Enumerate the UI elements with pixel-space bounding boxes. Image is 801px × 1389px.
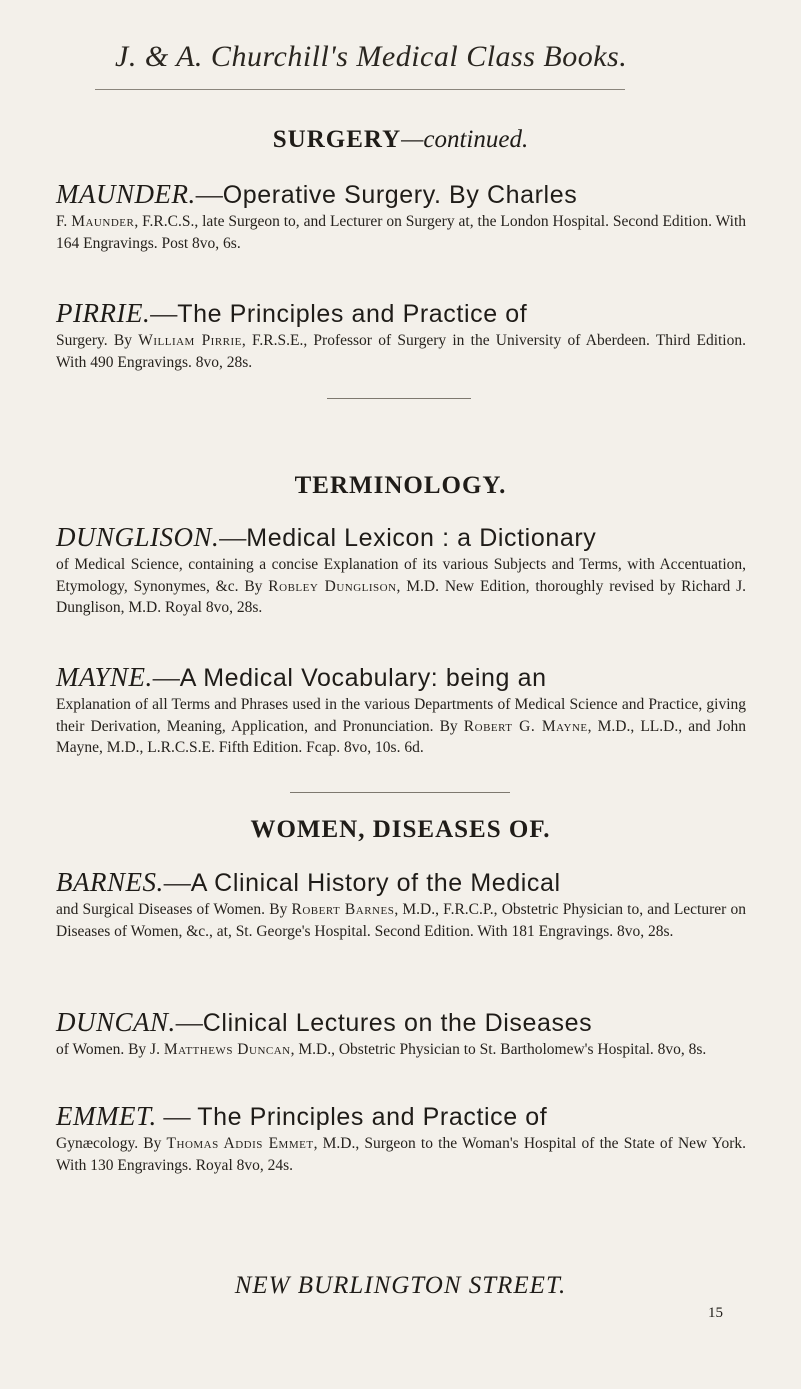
section-heading-text: SURGERY [272, 126, 402, 153]
entry-book-title: A Clinical History of the Medical [190, 869, 561, 897]
entry-title [56, 521, 746, 554]
section-heading-terminology: TERMINOLOGY. [294, 472, 507, 499]
entry-dunglison [56, 521, 746, 619]
entry-author-name: Matthews Duncan [163, 1041, 291, 1058]
entry-description: of Medical Science, containing a concise Explanation of its various Subjects and Terms, with Accentuation, Etymology, Synonymes, &c. By Robley Dunglison, M.D. New Edition, thoroughly revised by Richard J. Dunglison, M.D. Royal 8vo, 28s. [56, 556, 746, 616]
entry-book-title: A Medical Vocabulary: being an [179, 664, 547, 692]
entry-description: Surgery. By William Pirrie, F.R.S.E., Professor of Surgery in the University of Aberdeen. Third Edition. With 490 Engravings. 8vo, 28s. [56, 332, 746, 371]
entry-barnes [56, 866, 746, 942]
entry-maunder [56, 178, 746, 254]
entry-description: Explanation of all Terms and Phrases used in the various Departments of Medical Science and Practice, giving their Derivation, Meaning, Application, and Pronunciation. By Robert G. Mayne, M.D., LL.D., and John Mayne, M.D., L.R.C.S.E. Fifth Edition. Fcap. 8vo, 10s. 6d. [56, 696, 746, 756]
entry-dash: — [175, 1007, 203, 1037]
entry-description: Gynæcology. By Thomas Addis Emmet, M.D., Surgeon to the Woman's Hospital of the State of New York. With 130 Engravings. Royal 8vo, 24s. [56, 1135, 746, 1174]
entry-description: of Women. By J. Matthews Duncan, M.D., Obstetric Physician to St. Bartholomew's Hospital. 8vo, 8s. [56, 1041, 707, 1058]
entry-dash: — [150, 298, 178, 328]
entry-description: F. Maunder, F.R.C.S., late Surgeon to, and Lecturer on Surgery at, the London Hospital. Second Edition. With 164 Engravings. Post 8vo, 6s. [56, 213, 746, 252]
entry-duncan [56, 1006, 746, 1061]
entry-title [56, 178, 746, 211]
section-heading-continued: —continued. [401, 126, 529, 153]
entry-dash: — [152, 662, 180, 692]
entry-author: BARNES. [56, 867, 164, 897]
entry-author-name: Robert Barnes [291, 901, 395, 918]
entry-author-name: Robley Dunglison [268, 577, 397, 595]
entry-author: PIRRIE. [56, 298, 151, 328]
entry-book-title: Medical Lexicon : a Dictionary [246, 524, 597, 552]
entry-author: DUNCAN. [56, 1007, 176, 1037]
entry-book-title: The Principles and Practice of [197, 1103, 548, 1131]
entry-title [56, 1100, 746, 1133]
running-head: J. & A. Churchill's Medical Class Books. [115, 40, 628, 73]
entry-author-name: Thomas Addis Emmet [166, 1135, 314, 1152]
running-head-rule [95, 89, 625, 90]
entry-dash: — [156, 1101, 198, 1131]
entry-author: MAUNDER. [56, 179, 196, 209]
entry-mayne [56, 661, 746, 759]
page-number: 15 [708, 1305, 723, 1321]
entry-pirrie [56, 297, 746, 373]
entry-author: MAYNE. [56, 662, 153, 692]
entry-emmet [56, 1100, 746, 1176]
entry-title [56, 661, 746, 694]
entry-description: and Surgical Diseases of Women. By Robert Barnes, M.D., F.R.C.P., Obstetric Physician to, and Lecturer on Diseases of Women, &c., at, St. George's Hospital. Second Edition. With 181 Engravings. 8vo, 28s. [56, 901, 746, 940]
entry-title [56, 1006, 746, 1039]
entry-author-name: William Pirrie [138, 332, 242, 349]
entry-title [56, 297, 746, 330]
entry-dash: — [219, 522, 247, 552]
entry-book-title: Clinical Lectures on the Diseases [202, 1009, 593, 1037]
section-heading-women-diseases: WOMEN, DISEASES OF. [250, 816, 551, 843]
entry-author: EMMET. [56, 1101, 157, 1131]
entry-author: DUNGLISON. [56, 522, 220, 552]
entry-dash: — [163, 867, 191, 897]
section-divider [290, 792, 510, 793]
section-heading-surgery [0, 126, 801, 154]
section-divider [327, 398, 471, 399]
entry-author-name: Robert G. Mayne [463, 717, 588, 735]
footer-address: NEW BURLINGTON STREET. [234, 1272, 567, 1299]
entry-author-name: Maunder [71, 213, 135, 230]
entry-book-title: The Principles and Practice of [177, 300, 528, 328]
entry-dash: — [195, 179, 223, 209]
entry-title [56, 866, 746, 899]
entry-book-title: Operative Surgery. By Charles [222, 181, 578, 209]
